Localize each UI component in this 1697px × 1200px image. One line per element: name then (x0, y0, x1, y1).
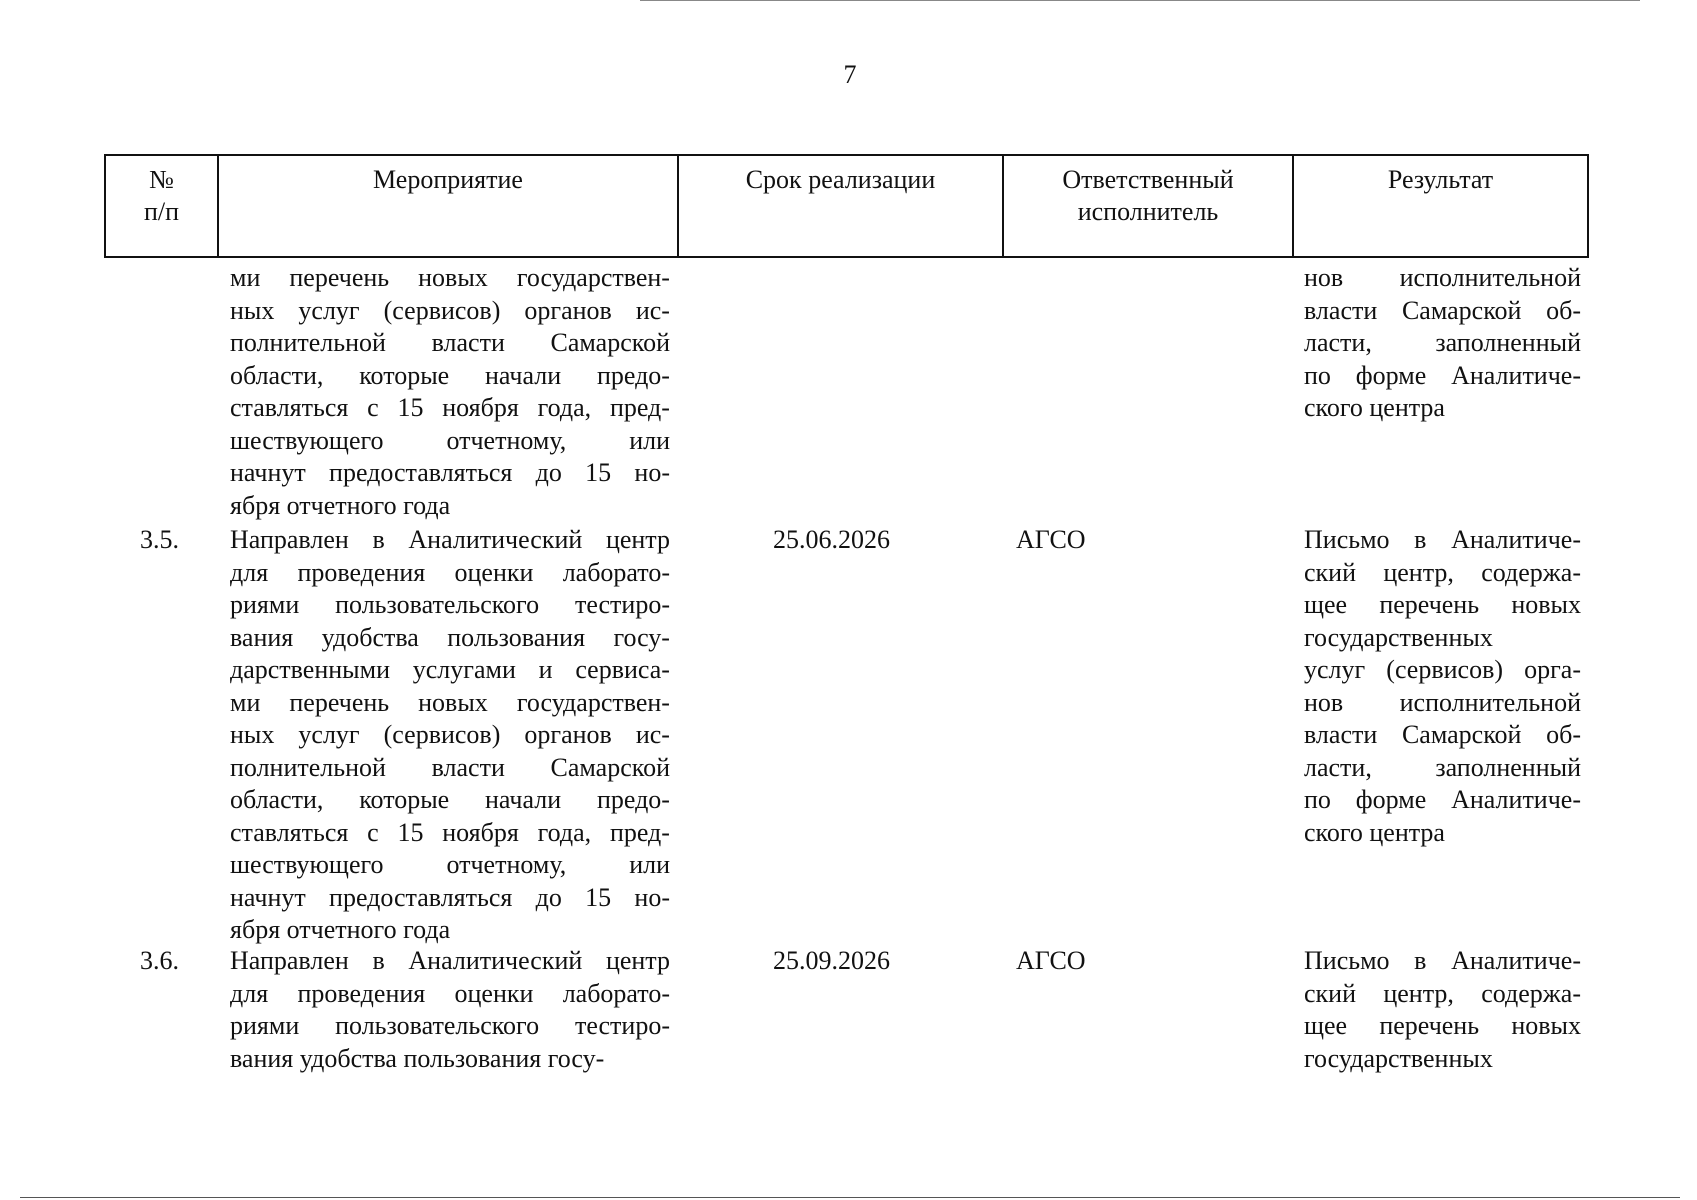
event-line: вания удобства пользования госу- (230, 622, 670, 652)
event-line: вания удобства пользования госу- (230, 1043, 605, 1073)
header-num: № п/п (106, 156, 219, 256)
page-number: 7 (843, 60, 857, 89)
event-line: риями пользовательского тестиро- (230, 1011, 670, 1040)
event-line: для проведения оценки лаборато- (230, 557, 670, 587)
event-line: риями пользовательского тестиро- (230, 590, 670, 619)
result-line: щее перечень новых (1304, 590, 1581, 619)
row-event (230, 262, 670, 522)
table-header (104, 154, 1589, 258)
row-deadline: 25.09.2026 (773, 946, 890, 975)
event-line: ми перечень новых государствен- (230, 263, 670, 292)
result-line: ский центр, содержа- (1304, 557, 1581, 587)
result-line: нов исполнительной (1304, 687, 1581, 717)
event-line: ября отчетного года (230, 915, 451, 944)
row-result (1304, 524, 1581, 849)
result-line: государственных (1304, 1043, 1493, 1073)
result-line: по форме Аналитиче- (1304, 785, 1581, 814)
header-responsible: Ответственный исполнитель (1004, 156, 1294, 256)
row-event (230, 945, 670, 1075)
event-line: начнут предоставляться до 15 но- (230, 882, 670, 912)
header-result: Результат (1387, 165, 1494, 194)
row-event (230, 524, 670, 947)
row-number: 3.6. (140, 946, 179, 975)
header-event: Мероприятие (219, 156, 679, 256)
header-deadline: Срок реализации (679, 156, 1004, 256)
event-line: ных услуг (сервисов) органов ис- (230, 720, 670, 749)
event-line: шествующего отчетному, или (230, 425, 670, 455)
event-line: ября отчетного года (230, 490, 451, 520)
row-result (1304, 262, 1581, 425)
result-line: власти Самарской об- (1304, 295, 1581, 325)
result-line: власти Самарской об- (1304, 720, 1581, 749)
row-responsible: АГСО (1016, 946, 1086, 975)
event-line: Направлен в Аналитический центр (230, 525, 670, 554)
event-line: ставляться с 15 ноября года, пред- (230, 817, 670, 847)
event-line: области, которые начали предо- (230, 785, 670, 814)
event-line: ми перечень новых государствен- (230, 687, 670, 717)
event-line: ставляться с 15 ноября года, пред- (230, 393, 670, 422)
event-line: для проведения оценки лаборато- (230, 978, 670, 1008)
result-line: ского центра (1304, 393, 1445, 422)
row-result (1304, 945, 1581, 1075)
event-line: полнительной власти Самарской (230, 328, 670, 357)
result-line: щее перечень новых (1304, 1011, 1581, 1040)
row-responsible: АГСО (1016, 525, 1086, 554)
result-line: ский центр, содержа- (1304, 978, 1581, 1008)
bottom-scan-rule (20, 1197, 1680, 1198)
event-line: ных услуг (сервисов) органов ис- (230, 295, 670, 325)
result-line: ласти, заполненный (1304, 328, 1581, 357)
result-line: нов исполнительной (1304, 263, 1581, 292)
row-number: 3.5. (140, 525, 179, 554)
row-deadline: 25.06.2026 (773, 525, 890, 554)
result-line: услуг (сервисов) орга- (1304, 655, 1581, 684)
top-scan-rule (640, 0, 1640, 1)
event-line: полнительной власти Самарской (230, 752, 670, 782)
result-line: ласти, заполненный (1304, 752, 1581, 782)
event-line: шествующего отчетному, или (230, 850, 670, 879)
result-line: государственных (1304, 622, 1493, 652)
event-line: области, которые начали предо- (230, 360, 670, 390)
event-line: Направлен в Аналитический центр (230, 946, 670, 975)
event-line: начнут предоставляться до 15 но- (230, 458, 670, 487)
result-line: по форме Аналитиче- (1304, 360, 1581, 390)
result-line: Письмо в Аналитиче- (1304, 946, 1581, 975)
event-line: дарственными услугами и сервиса- (230, 655, 670, 684)
result-line: ского центра (1304, 817, 1445, 847)
result-line: Письмо в Аналитиче- (1304, 525, 1581, 554)
